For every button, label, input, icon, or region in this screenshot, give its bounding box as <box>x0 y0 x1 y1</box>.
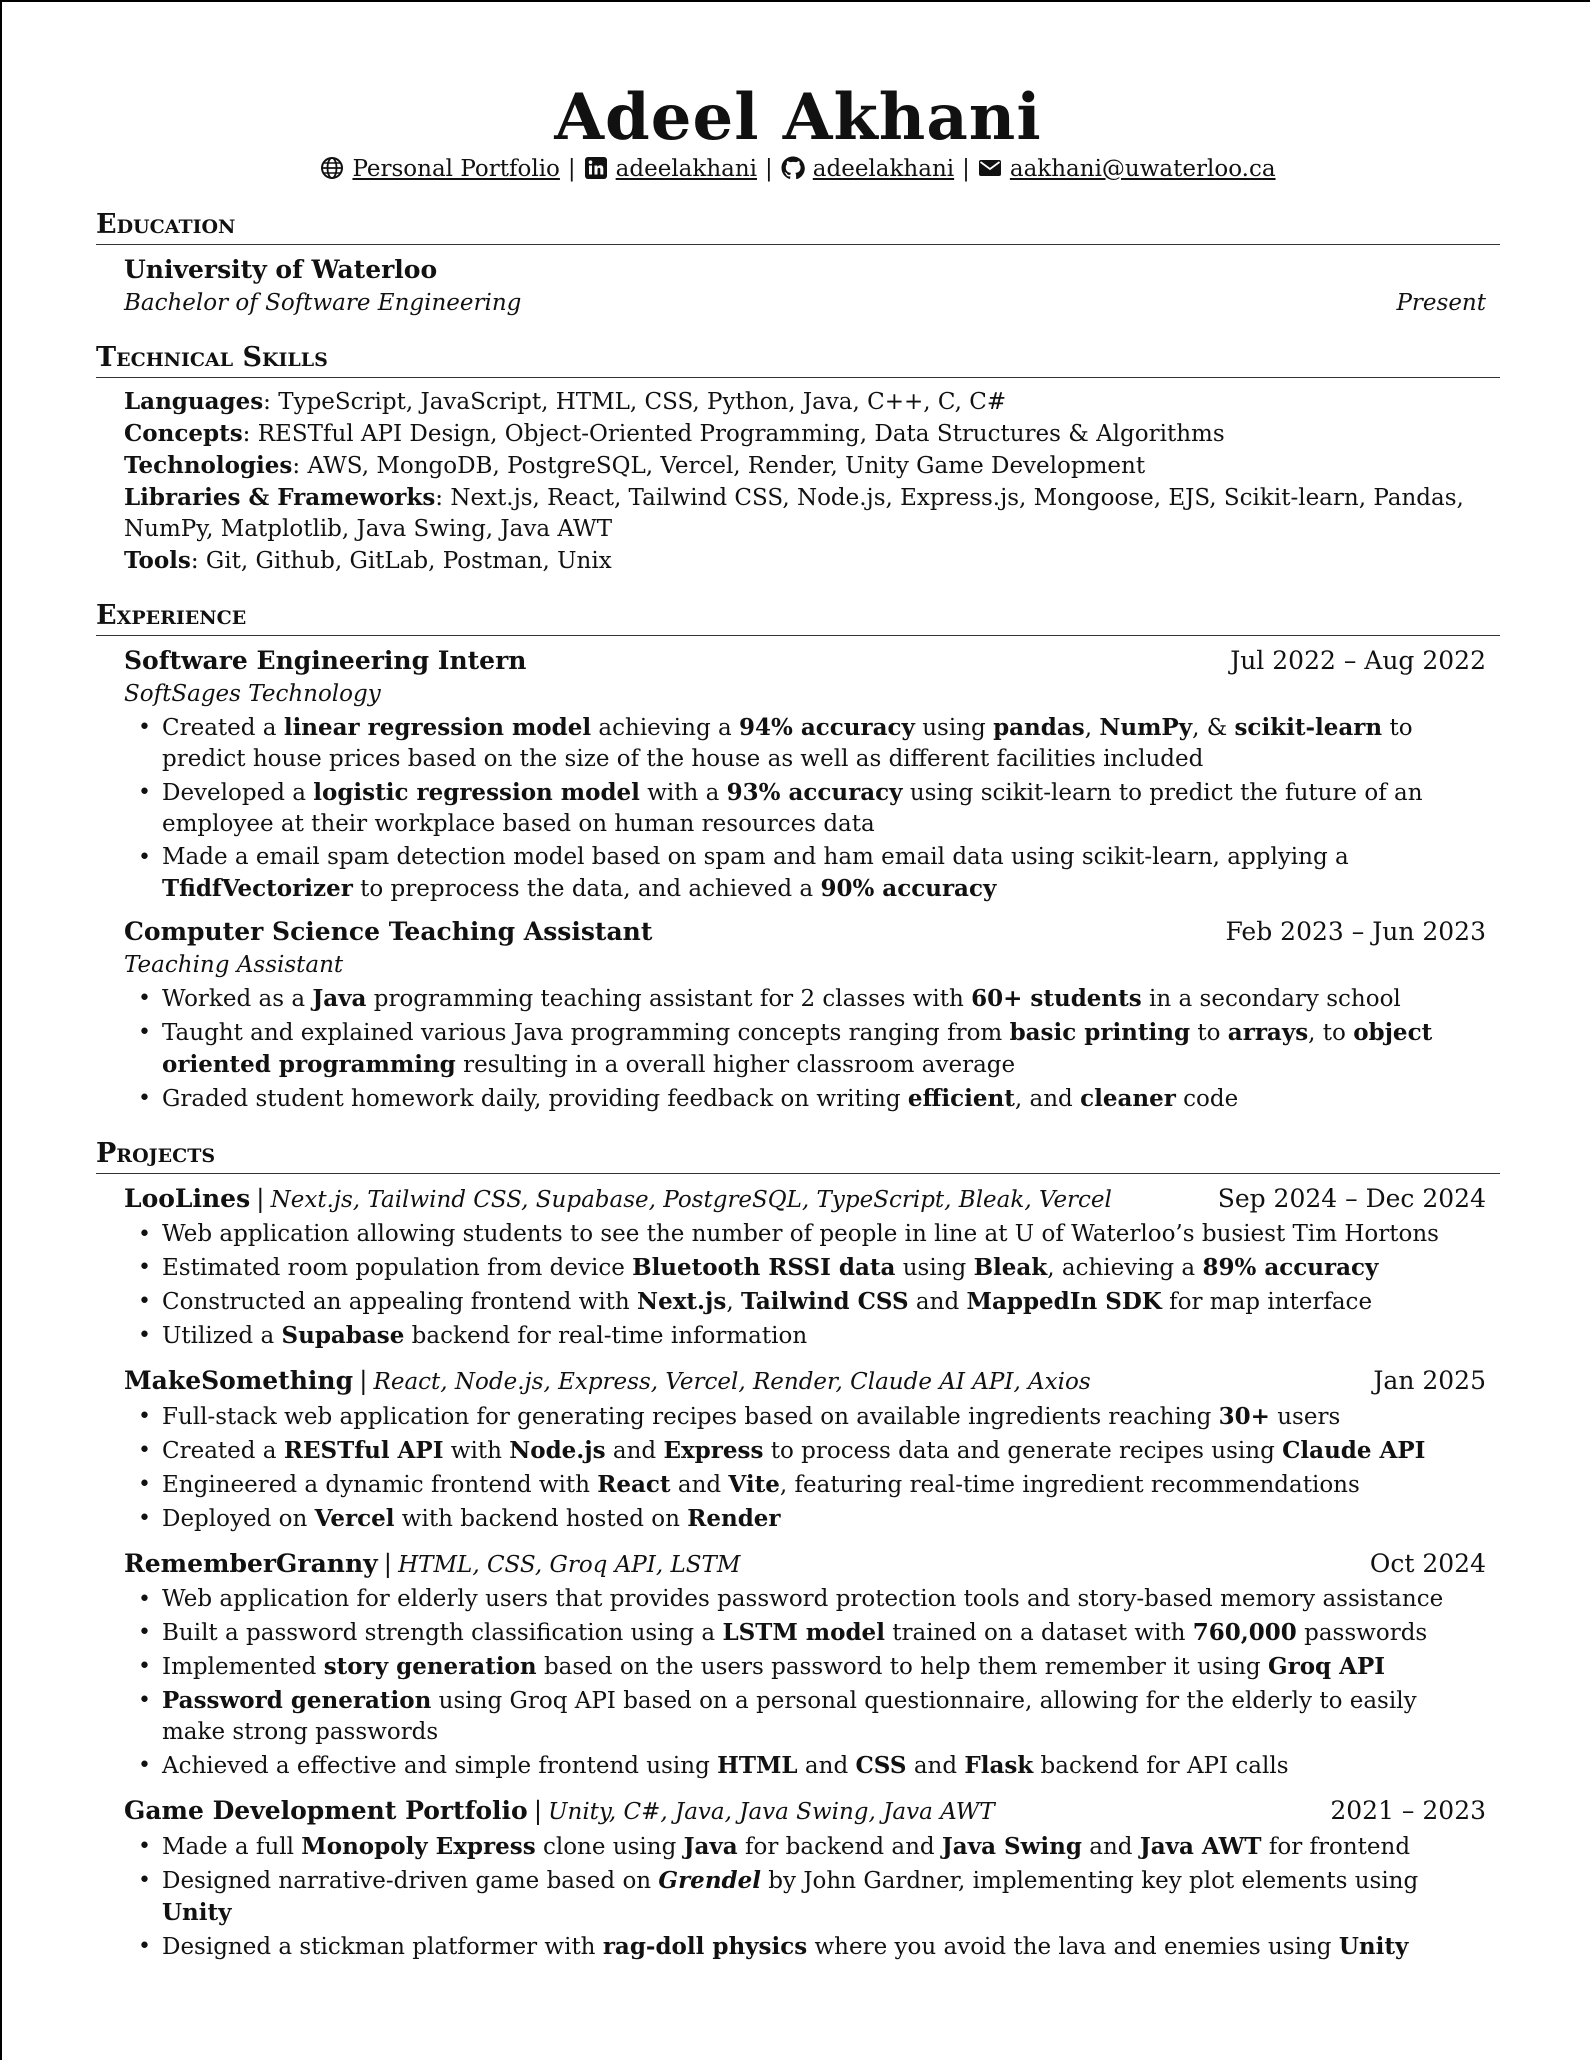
text-run: , featuring real-time ingredient recommendations <box>779 1472 1360 1498</box>
bullet-item <box>162 1831 1486 1863</box>
bold-text: Unity <box>162 1899 232 1926</box>
text-run: Engineered a dynamic frontend with <box>162 1472 598 1498</box>
contact-separator: | <box>765 156 773 182</box>
text-run: with a <box>639 780 727 806</box>
project-entry <box>124 1364 1486 1535</box>
bold-text: 760,000 <box>1192 1619 1297 1646</box>
skill-line <box>124 386 1486 418</box>
text-run: users <box>1269 1404 1341 1430</box>
text-run: and <box>797 1753 856 1779</box>
bullet-item <box>162 1435 1486 1467</box>
text-run: , to <box>1308 1020 1354 1046</box>
project-row <box>124 1794 1486 1829</box>
project-separator: | <box>359 1366 368 1395</box>
text-run: , & <box>1192 715 1235 741</box>
bullet-item <box>162 1320 1486 1352</box>
bold-text: efficient <box>907 1085 1015 1112</box>
bullet-item <box>162 1865 1486 1929</box>
bold-text: Tailwind CSS <box>740 1288 909 1315</box>
text-run: clone using <box>535 1834 684 1860</box>
text-run: and <box>670 1472 729 1498</box>
bold-text: Bluetooth RSSI data <box>632 1254 896 1281</box>
bold-text: Render <box>687 1505 781 1532</box>
project-heading <box>124 1364 1091 1399</box>
bullet-item <box>162 1685 1486 1748</box>
project-heading <box>124 1547 740 1582</box>
bold-text: 89% accuracy <box>1202 1254 1379 1281</box>
section-title: Projects <box>96 1137 1500 1174</box>
bullet-item <box>162 1017 1486 1081</box>
skill-label: Tools <box>124 547 191 574</box>
section-title: Experience <box>96 599 1500 636</box>
bold-text: 93% accuracy <box>726 779 903 806</box>
projects-list <box>96 1182 1500 1963</box>
bold-text: Password generation <box>162 1687 432 1714</box>
skill-value: : AWS, MongoDB, PostgreSQL, Vercel, Render, Unity Game Development <box>292 453 1146 479</box>
bold-text: CSS <box>855 1752 907 1779</box>
skill-value: : TypeScript, JavaScript, HTML, CSS, Python, Java, C++, C, C# <box>263 389 1007 415</box>
text-run: Designed a stickman platformer with <box>162 1934 603 1960</box>
contact-separator: | <box>962 156 970 182</box>
text-run: and <box>908 1289 967 1315</box>
project-tech-stack: HTML, CSS, Groq API, LSTM <box>398 1552 741 1578</box>
skill-line <box>124 418 1486 450</box>
contact-separator: | <box>567 156 576 182</box>
project-separator: | <box>256 1184 265 1213</box>
text-run: Made a full <box>162 1834 302 1860</box>
job-organization: SoftSages Technology <box>124 681 381 707</box>
text-run: , and <box>1014 1086 1081 1112</box>
text-run: programming teaching assistant for 2 classes with <box>366 986 972 1012</box>
candidate-name: Adeel Akhani <box>554 80 1042 155</box>
text-run: Utilized a <box>162 1323 282 1349</box>
bold-text: story generation <box>323 1653 537 1680</box>
project-separator: | <box>533 1796 543 1825</box>
bold-text: Java Swing <box>941 1833 1082 1860</box>
portfolio-link[interactable]: Personal Portfolio <box>352 156 560 182</box>
education-date: Present <box>1396 290 1486 316</box>
project-tech-stack: Unity, C#, Java, Java Swing, Java AWT <box>548 1799 995 1825</box>
text-run: and <box>906 1753 965 1779</box>
bullet-item <box>162 842 1486 905</box>
project-tech-stack: Next.js, Tailwind CSS, Supabase, PostgreSQL, TypeScript, Bleak, Vercel <box>270 1187 1112 1213</box>
skill-line <box>124 482 1486 545</box>
skill-line <box>124 545 1486 577</box>
bullet-item <box>162 1469 1486 1501</box>
text-run: with <box>443 1438 510 1464</box>
bold-text: Java <box>683 1833 738 1860</box>
education-subrow <box>124 287 1486 319</box>
experience-section <box>96 599 1500 1115</box>
email-link[interactable]: aakhani@uwaterloo.ca <box>1009 156 1276 182</box>
text-run: Full-stack web application for generating recipes based on available ingredients reaching <box>162 1404 1219 1430</box>
text-run: for backend and <box>737 1834 942 1860</box>
text-run: to process data and generate recipes using <box>763 1438 1283 1464</box>
text-run: , <box>726 1289 741 1315</box>
bold-text: Express <box>663 1437 764 1464</box>
text-run: Constructed an appealing frontend with <box>162 1289 638 1315</box>
text-run: achieving a <box>591 715 740 741</box>
skill-label: Technologies <box>124 452 293 479</box>
github-link[interactable]: adeelakhani <box>812 156 955 182</box>
text-run: for map interface <box>1161 1289 1373 1315</box>
text-run: to preprocess the data, and achieved a <box>352 876 821 902</box>
section-title: Technical Skills <box>96 341 1500 378</box>
text-run: resulting in a overall higher classroom average <box>455 1052 1016 1078</box>
bullet-item <box>162 1651 1486 1683</box>
bullet-item <box>162 1286 1486 1318</box>
bold-text: cleaner <box>1080 1085 1176 1112</box>
skill-value: : RESTful API Design, Object-Oriented Programming, Data Structures & Algorithms <box>242 421 1225 447</box>
bullet-item <box>162 1219 1486 1250</box>
bullet-item <box>162 712 1486 775</box>
experience-entry <box>124 915 1486 1115</box>
project-date: Sep 2024 – Dec 2024 <box>1217 1184 1486 1213</box>
project-tech-stack: React, Node.js, Express, Vercel, Render, Claude AI API, Axios <box>373 1369 1091 1395</box>
project-name: MakeSomething <box>124 1366 354 1395</box>
bold-text: basic printing <box>1009 1019 1191 1046</box>
text-run: backend for API calls <box>1033 1753 1289 1779</box>
text-run: Developed a <box>162 780 314 806</box>
experience-list <box>96 644 1500 1115</box>
project-row <box>124 1547 1486 1582</box>
job-date: Jul 2022 – Aug 2022 <box>1230 646 1486 675</box>
text-run: in a secondary school <box>1141 986 1401 1012</box>
skill-value: : Git, Github, GitLab, Postman, Unix <box>190 548 612 574</box>
bold-text: RESTful API <box>283 1437 444 1464</box>
skill-label: Libraries & Frameworks <box>124 484 436 511</box>
bullet-item <box>162 1584 1486 1615</box>
bold-text: Groq API <box>1267 1653 1386 1680</box>
text-run: Built a password strength classification using a <box>162 1620 723 1646</box>
bold-text: 94% accuracy <box>739 714 915 741</box>
experience-entry <box>124 644 1486 905</box>
bullet-item <box>162 1252 1486 1284</box>
text-run: using <box>914 715 994 741</box>
bold-text: linear regression model <box>283 714 592 741</box>
bold-text: NumPy <box>1099 714 1193 741</box>
experience-subrow <box>124 678 1486 710</box>
text-run: by John Gardner, implementing key plot elements using <box>761 1868 1419 1894</box>
text-run: using <box>895 1255 974 1281</box>
education-row <box>124 253 1486 287</box>
text-run: and <box>605 1438 664 1464</box>
bold-text: Flask <box>964 1752 1034 1779</box>
bold-text: Monopoly Express <box>301 1833 536 1860</box>
text-run: using Groq API based on a personal questionnaire, allowing for the elderly to easily make strong passwords <box>162 1688 1417 1745</box>
text-run: using scikit-learn to predict the future of an employee at their workplace based on human resources data <box>162 780 1423 837</box>
text-run: Created a <box>162 1438 284 1464</box>
experience-row <box>124 644 1486 678</box>
bullet-list <box>124 1584 1486 1782</box>
bullet-list <box>124 1831 1486 1963</box>
bold-text: LSTM model <box>722 1619 885 1646</box>
text-run: to predict house prices based on the size of the house as well as different facilities included <box>162 715 1413 772</box>
bold-text: Java AWT <box>1139 1833 1262 1860</box>
section-title: Education <box>96 208 1500 245</box>
project-entry <box>124 1182 1486 1352</box>
bullet-item <box>162 1617 1486 1649</box>
skill-label: Languages <box>124 388 264 415</box>
text-run: with backend hosted on <box>394 1506 688 1532</box>
text-run: , achieving a <box>1047 1255 1203 1281</box>
bold-text: Bleak <box>973 1254 1048 1281</box>
bullet-list <box>124 983 1486 1115</box>
skills-section <box>96 341 1500 577</box>
text-run: Taught and explained various Java programming concepts ranging from <box>162 1020 1010 1046</box>
text-run: code <box>1175 1086 1239 1112</box>
bold-italic-text: Grendel <box>658 1867 761 1894</box>
degree: Bachelor of Software Engineering <box>124 290 522 316</box>
project-entry <box>124 1794 1486 1963</box>
project-date: 2021 – 2023 <box>1330 1796 1486 1825</box>
experience-subrow <box>124 949 1486 981</box>
skill-label: Concepts <box>124 420 243 447</box>
bold-text: 30+ <box>1218 1403 1270 1430</box>
bold-text: Vercel <box>314 1505 395 1532</box>
bold-text: rag-doll physics <box>602 1933 808 1960</box>
skill-value: : Next.js, React, Tailwind CSS, Node.js, Express.js, Mongoose, EJS, Scikit-learn, Pandas, NumPy, Matplotlib, Java Swing, Java AWT <box>124 485 1464 542</box>
bold-text: React <box>597 1471 671 1498</box>
skill-line <box>124 450 1486 482</box>
school-name: University of Waterloo <box>124 255 438 284</box>
text-run: Created a <box>162 715 284 741</box>
education-section <box>96 208 1500 319</box>
text-run: Deployed on <box>162 1506 315 1532</box>
skills-list <box>96 386 1500 577</box>
job-role: Computer Science Teaching Assistant <box>124 917 653 946</box>
bullet-list <box>124 712 1486 905</box>
bullet-item <box>162 1503 1486 1535</box>
text-run: and <box>1081 1834 1140 1860</box>
envelope-icon <box>978 156 1002 180</box>
text-run: Implemented <box>162 1654 324 1680</box>
bold-text: Unity <box>1338 1933 1409 1960</box>
bold-text: Node.js <box>509 1437 606 1464</box>
text-run: based on the users password to help them remember it using <box>536 1654 1268 1680</box>
bold-text: Supabase <box>281 1322 405 1349</box>
project-entry <box>124 1547 1486 1782</box>
education-content <box>96 253 1500 319</box>
project-name: LooLines <box>124 1184 251 1213</box>
project-date: Oct 2024 <box>1369 1549 1486 1578</box>
text-run: passwords <box>1296 1620 1428 1646</box>
text-run: for frontend <box>1261 1834 1411 1860</box>
text-run: Worked as a <box>162 986 313 1012</box>
globe-icon <box>320 156 344 180</box>
text-run: backend for real-time information <box>404 1323 808 1349</box>
bullet-item <box>162 1083 1486 1115</box>
bold-text: MappedIn SDK <box>966 1288 1162 1315</box>
text-run: Designed narrative-driven game based on <box>162 1868 659 1894</box>
text-run: where you avoid the lava and enemies using <box>807 1934 1339 1960</box>
bold-text: TfidfVectorizer <box>162 875 353 902</box>
project-name: Game Development Portfolio <box>124 1796 528 1825</box>
project-heading <box>124 1182 1112 1217</box>
text-run: to <box>1190 1020 1228 1046</box>
bullet-item <box>162 1931 1486 1963</box>
text-run: Made a email spam detection model based on spam and ham email data using scikit-learn, applying a <box>162 844 1349 870</box>
bullet-item <box>162 1401 1486 1433</box>
text-run: , <box>1084 715 1100 741</box>
bold-text: 60+ students <box>971 985 1142 1012</box>
contact-bar <box>96 152 1500 186</box>
bold-text: arrays <box>1227 1019 1309 1046</box>
project-separator: | <box>383 1549 393 1578</box>
experience-row <box>124 915 1486 949</box>
github-icon <box>781 156 805 180</box>
resume-page <box>96 80 1500 1965</box>
job-date: Feb 2023 – Jun 2023 <box>1225 917 1486 946</box>
bold-text: object oriented programming <box>162 1019 1433 1078</box>
bold-text: scikit-learn <box>1234 714 1383 741</box>
bold-text: Vite <box>728 1471 780 1498</box>
resume-header <box>96 80 1500 186</box>
bold-text: logistic regression model <box>313 779 640 806</box>
bold-text: Next.js <box>637 1288 727 1315</box>
project-row <box>124 1364 1486 1399</box>
bullet-item <box>162 1750 1486 1782</box>
job-organization: Teaching Assistant <box>124 952 344 978</box>
text-run: Achieved a effective and simple frontend using <box>162 1753 718 1779</box>
project-row <box>124 1182 1486 1217</box>
bold-text: Java <box>312 985 367 1012</box>
text-run: Graded student homework daily, providing feedback on writing <box>162 1086 908 1112</box>
projects-section <box>96 1137 1500 1963</box>
project-name: RememberGranny <box>124 1549 378 1578</box>
bullet-list <box>124 1401 1486 1535</box>
project-heading <box>124 1794 995 1829</box>
bullet-item <box>162 983 1486 1015</box>
text-run: Estimated room population from device <box>162 1255 633 1281</box>
bold-text: pandas <box>993 714 1085 741</box>
text-run: Web application for elderly users that provides password protection tools and story-based memory assistance <box>162 1586 1444 1612</box>
bold-text: 90% accuracy <box>820 875 997 902</box>
bullet-list <box>124 1219 1486 1352</box>
linkedin-link[interactable]: adeelakhani <box>615 156 758 182</box>
job-role: Software Engineering Intern <box>124 646 527 675</box>
linkedin-icon <box>584 156 608 180</box>
bold-text: HTML <box>717 1752 798 1779</box>
text-run: Web application allowing students to see the number of people in line at U of Waterloo’s busiest Tim Hortons <box>162 1221 1439 1247</box>
text-run: trained on a dataset with <box>884 1620 1193 1646</box>
project-date: Jan 2025 <box>1373 1366 1486 1395</box>
bullet-item <box>162 777 1486 840</box>
bold-text: Claude API <box>1282 1437 1426 1464</box>
